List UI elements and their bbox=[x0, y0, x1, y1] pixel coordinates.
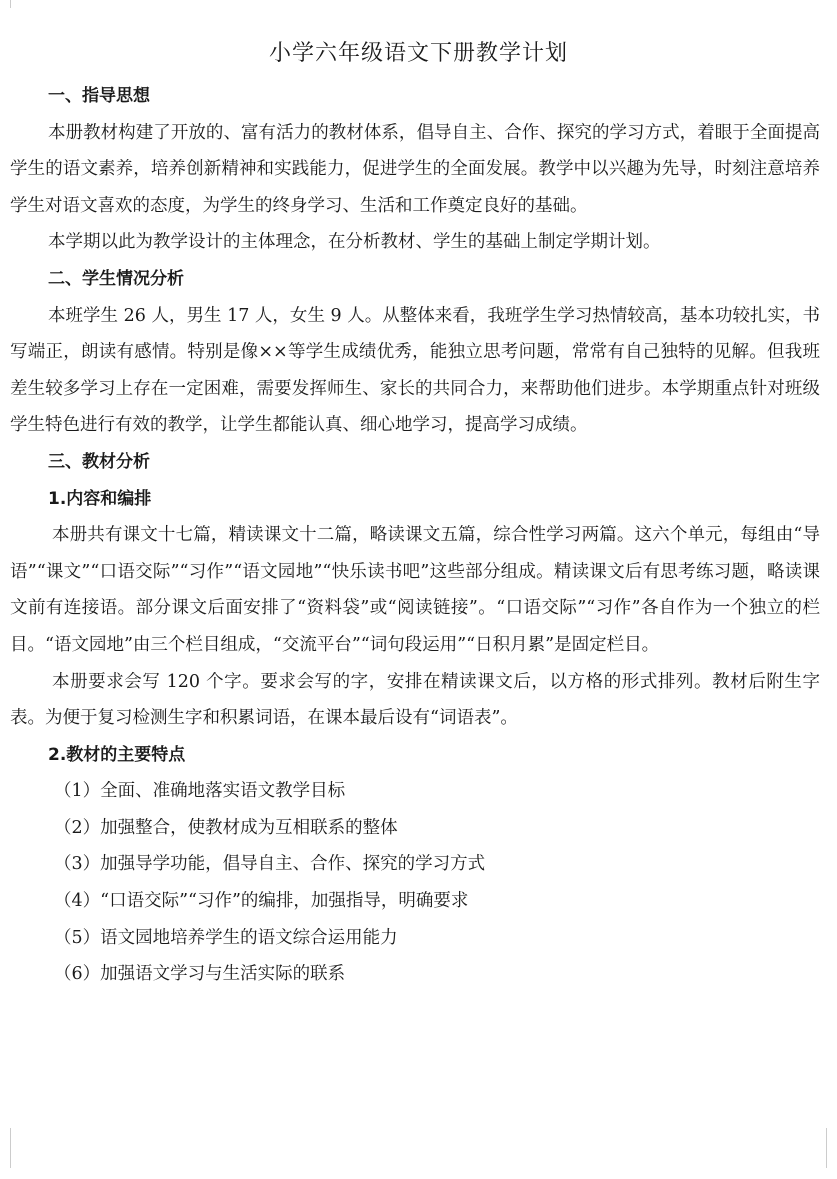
feature-list-item: （4）“口语交际”“习作”的编排，加强指导，明确要求 bbox=[54, 891, 469, 912]
document-body bbox=[10, 78, 820, 993]
page-corner-mark bbox=[0, 0, 11, 8]
section-heading-textbook-analysis: 三、教材分析 bbox=[48, 451, 150, 472]
feature-list-item: （3）加强导学功能，倡导自主、合作、探究的学习方式 bbox=[54, 854, 486, 875]
feature-list-item: （6）加强语文学习与生活实际的联系 bbox=[54, 964, 346, 985]
paragraph-student-analysis: 本班学生 26 人，男生 17 人，女生 9 人。从整体来看，我班学生学习热情较高，基本功较扎实，书写端正，朗读有感情。特别是像××等学生成绩优秀，能独立思考问题，常常有自己独特的见解。但我班差生较多学习上存在一定困难，需要发挥师生、家长的共同合力，来帮助他们进步。本学期重点针对班级学生特色进行有效的教学，让学生都能认真、细心地学习，提高学习成绩。 bbox=[10, 305, 820, 436]
feature-list-item: （2）加强整合，使教材成为互相联系的整体 bbox=[54, 817, 398, 838]
paragraph-content-2: 本册要求会写 120 个字。要求会写的字，安排在精读课文后，以方格的形式排列。教材后附生字表。为便于复习检测生字和积累词语，在课本最后设有“词语表”。 bbox=[10, 671, 820, 729]
section-heading-student-analysis: 二、学生情况分析 bbox=[48, 268, 184, 289]
page-corner-mark bbox=[826, 1128, 837, 1168]
section-heading-guiding-thought: 一、指导思想 bbox=[48, 86, 150, 106]
paragraph-content-1: 本册共有课文十七篇，精读课文十二篇，略读课文五篇，综合性学习两篇。这六个单元，每组由“导语”“课文”“口语交际”“习作”“语文园地”“快乐读书吧”这些部分组成。精读课文后有思考练习题，略读课文前有连接语。部分课文后面安排了“资料袋”或“阅读链接”。“口语交际”“习作”各自作为一个独立的栏目。“语文园地”由三个栏目组成，“交流平台”“词句段运用”“日积月累”是固定栏目。 bbox=[10, 525, 820, 655]
feature-list-item: （5）语文园地培养学生的语文综合运用能力 bbox=[54, 927, 398, 948]
feature-list-item: （1）全面、准确地落实语文教学目标 bbox=[54, 781, 346, 802]
paragraph-guiding-thought-2: 本学期以此为教学设计的主体理念，在分析教材、学生的基础上制定学期计划。 bbox=[48, 232, 661, 253]
paragraph-guiding-thought-1: 本册教材构建了开放的、富有活力的教材体系，倡导自主、合作、探究的学习方式，着眼于全面提高学生的语文素养，培养创新精神和实践能力，促进学生的全面发展。教学中以兴趣为先导，时刻注意培养学生对语文喜欢的态度，为学生的终身学习、生活和工作奠定良好的基础。 bbox=[10, 122, 820, 216]
subsection-heading-content: 1.内容和编排 bbox=[48, 488, 152, 509]
document-title: 小学六年级语文下册教学计划 bbox=[268, 41, 568, 66]
subsection-heading-features: 2.教材的主要特点 bbox=[48, 744, 186, 765]
page-corner-mark bbox=[0, 1128, 11, 1168]
